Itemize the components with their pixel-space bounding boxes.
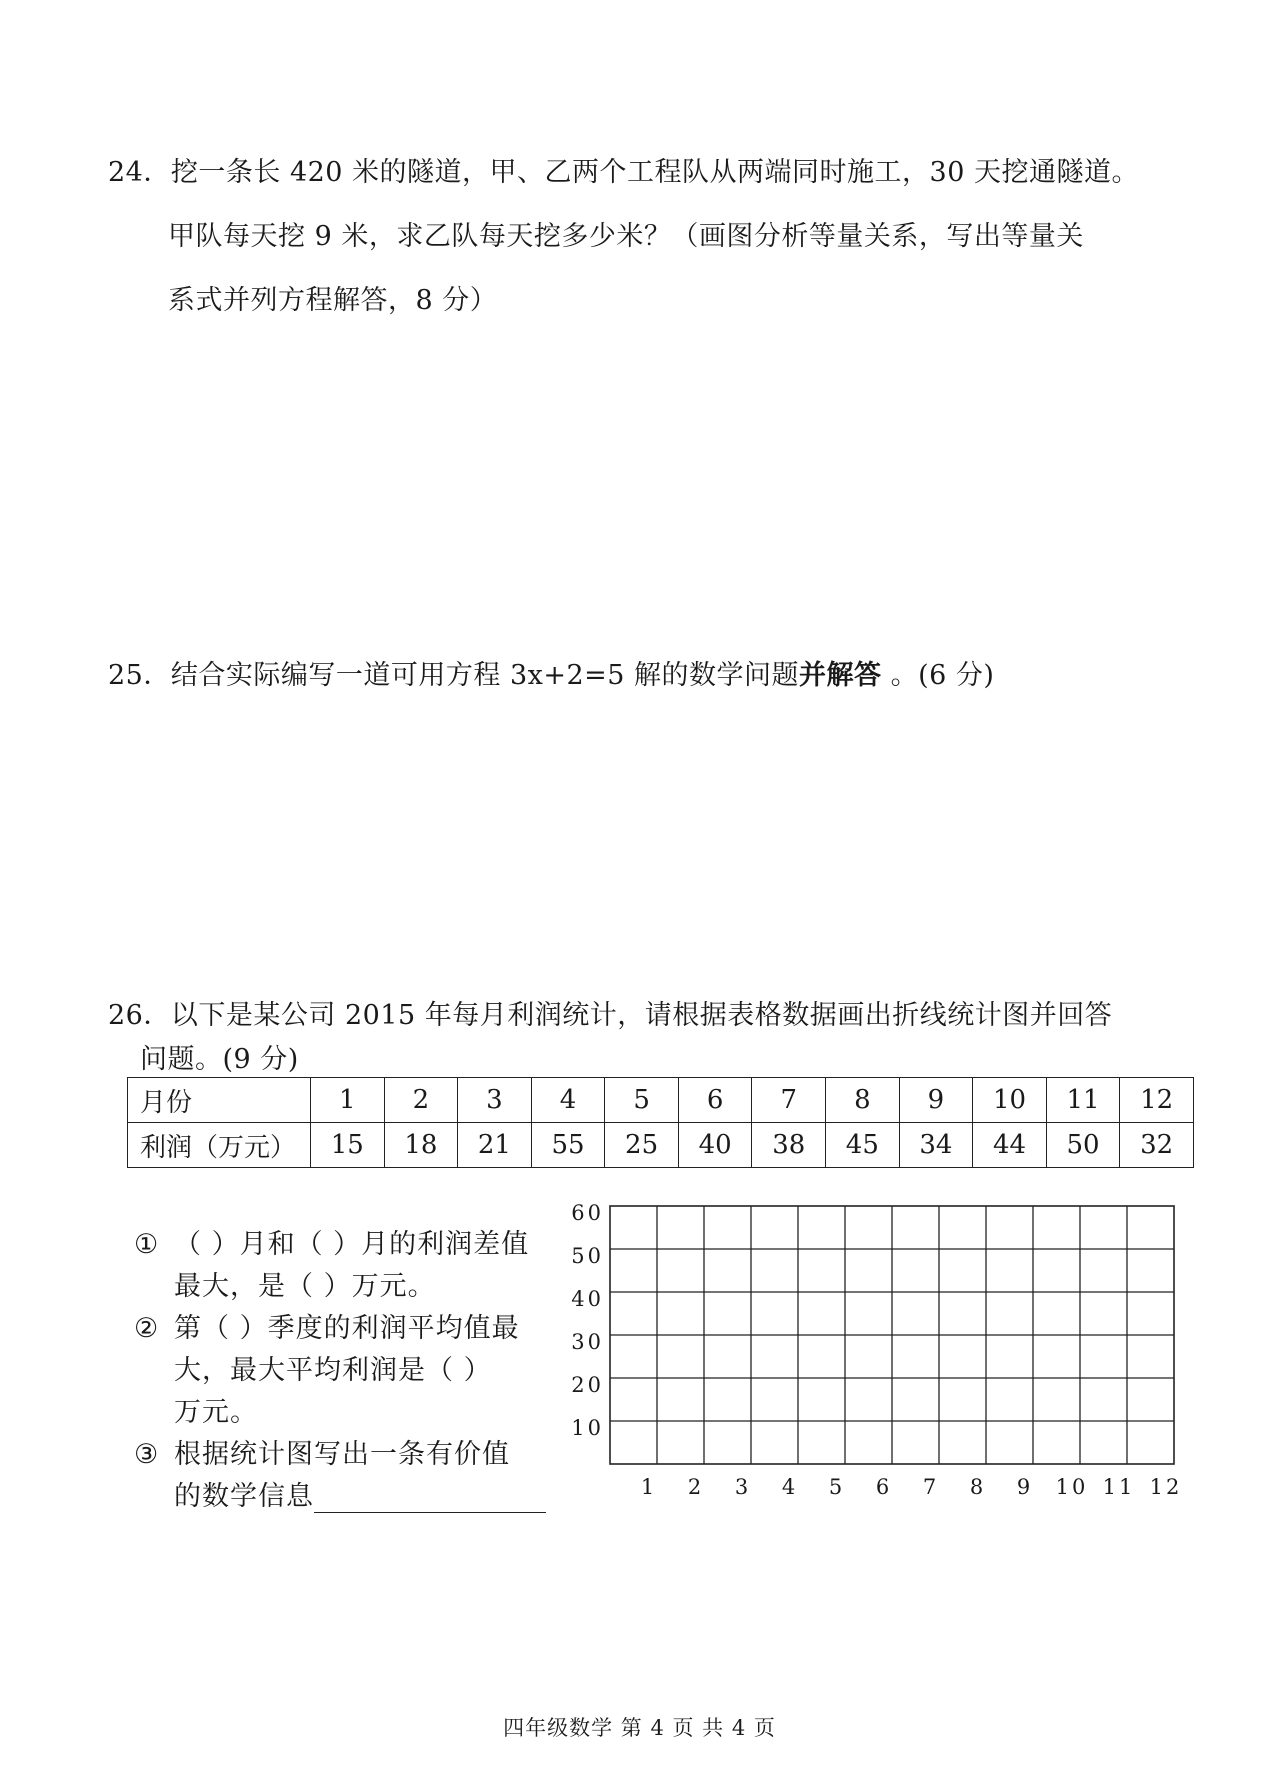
table-cell: 5: [605, 1078, 679, 1123]
table-cell: 45: [826, 1123, 900, 1168]
q24-line2: 甲队每天挖 9 米，求乙队每天挖多少米？（画图分析等量关系，写出等量关: [168, 221, 1084, 252]
table-cell: 38: [752, 1123, 826, 1168]
table-cell: 55: [531, 1123, 605, 1168]
y-tick-label: 30: [571, 1330, 604, 1354]
subq2-line1: [134, 1306, 520, 1345]
table-row-months: [128, 1078, 1194, 1123]
q25-text-b: 并解答: [799, 660, 882, 691]
table-cell: 3: [458, 1078, 532, 1123]
table-header-month: 月份: [128, 1078, 311, 1123]
table-cell: 18: [384, 1123, 458, 1168]
table-cell: 32: [1120, 1123, 1194, 1168]
subq3-text: 根据统计图写出一条有价值: [174, 1439, 510, 1470]
q25-text-a: 25．结合实际编写一道可用方程 3x+2=5 解的数学问题: [108, 660, 800, 691]
y-tick-label: 50: [571, 1244, 604, 1268]
table-cell: 12: [1120, 1078, 1194, 1123]
table-cell: 6: [678, 1078, 752, 1123]
x-tick-label: 5: [828, 1475, 846, 1499]
subq1-line2: 最大，是（ ）万元。: [174, 1271, 436, 1302]
q25-text: [108, 653, 994, 692]
page-footer: 四年级数学 第 4 页 共 4 页: [503, 1716, 776, 1740]
q24-line3: 系式并列方程解答，8 分）: [168, 285, 498, 316]
blank-line-chart-grid[interactable]: [570, 1200, 1200, 1510]
subq2-line2: 大，最大平均利润是（ ）: [174, 1355, 492, 1386]
subq2-text: 第（ ）季度的利润平均值最: [174, 1313, 520, 1344]
x-tick-label: 8: [969, 1475, 987, 1499]
x-tick-label: 6: [875, 1475, 893, 1499]
table-cell: 40: [678, 1123, 752, 1168]
table-cell: 34: [899, 1123, 973, 1168]
table-header-profit: 利润（万元）: [128, 1123, 311, 1168]
y-tick-label: 60: [571, 1201, 604, 1225]
subq3-text-2: 的数学信息: [174, 1481, 314, 1512]
x-tick-label: 2: [687, 1475, 705, 1499]
subq1-text: （ ）月和（ ）月的利润差值: [174, 1229, 530, 1260]
profit-table: [127, 1077, 1194, 1168]
table-cell: 44: [973, 1123, 1047, 1168]
q26-line1: 26．以下是某公司 2015 年每月利润统计，请根据表格数据画出折线统计图并回答: [108, 1000, 1113, 1031]
x-tick-label: 11: [1102, 1475, 1136, 1499]
subq3-line2: [174, 1474, 546, 1513]
table-cell: 4: [531, 1078, 605, 1123]
table-cell: 1: [311, 1078, 385, 1123]
answer-blank-line[interactable]: [314, 1488, 546, 1513]
table-row-profits: [128, 1123, 1194, 1168]
table-cell: 8: [826, 1078, 900, 1123]
table-cell: 50: [1046, 1123, 1120, 1168]
x-tick-label: 1: [640, 1475, 658, 1499]
x-tick-label: 3: [734, 1475, 752, 1499]
table-cell: 11: [1046, 1078, 1120, 1123]
y-tick-label: 10: [571, 1416, 604, 1440]
x-tick-label: 9: [1016, 1475, 1034, 1499]
x-tick-label: 4: [781, 1475, 799, 1499]
table-cell: 15: [311, 1123, 385, 1168]
q26-line2: 问题。(9 分): [140, 1044, 299, 1075]
table-cell: 2: [384, 1078, 458, 1123]
subq3-number: ③: [134, 1439, 160, 1470]
x-tick-label: 7: [922, 1475, 940, 1499]
subq1-number: ①: [134, 1229, 160, 1260]
q24-line1: 24．挖一条长 420 米的隧道，甲、乙两个工程队从两端同时施工，30 天挖通隧道。: [108, 157, 1139, 188]
subq1-line1: [134, 1222, 529, 1261]
y-tick-label: 20: [571, 1373, 604, 1397]
table-cell: 21: [458, 1123, 532, 1168]
subq2-number: ②: [134, 1313, 160, 1344]
x-tick-label: 10: [1055, 1475, 1089, 1499]
q25-text-c: 。(6 分): [881, 660, 995, 691]
table-cell: 9: [899, 1078, 973, 1123]
subq3-line1: [134, 1432, 510, 1471]
table-cell: 7: [752, 1078, 826, 1123]
y-tick-label: 40: [571, 1287, 604, 1311]
subq2-line3: 万元。: [174, 1397, 258, 1428]
table-cell: 10: [973, 1078, 1047, 1123]
x-tick-label: 12: [1149, 1475, 1183, 1499]
table-cell: 25: [605, 1123, 679, 1168]
